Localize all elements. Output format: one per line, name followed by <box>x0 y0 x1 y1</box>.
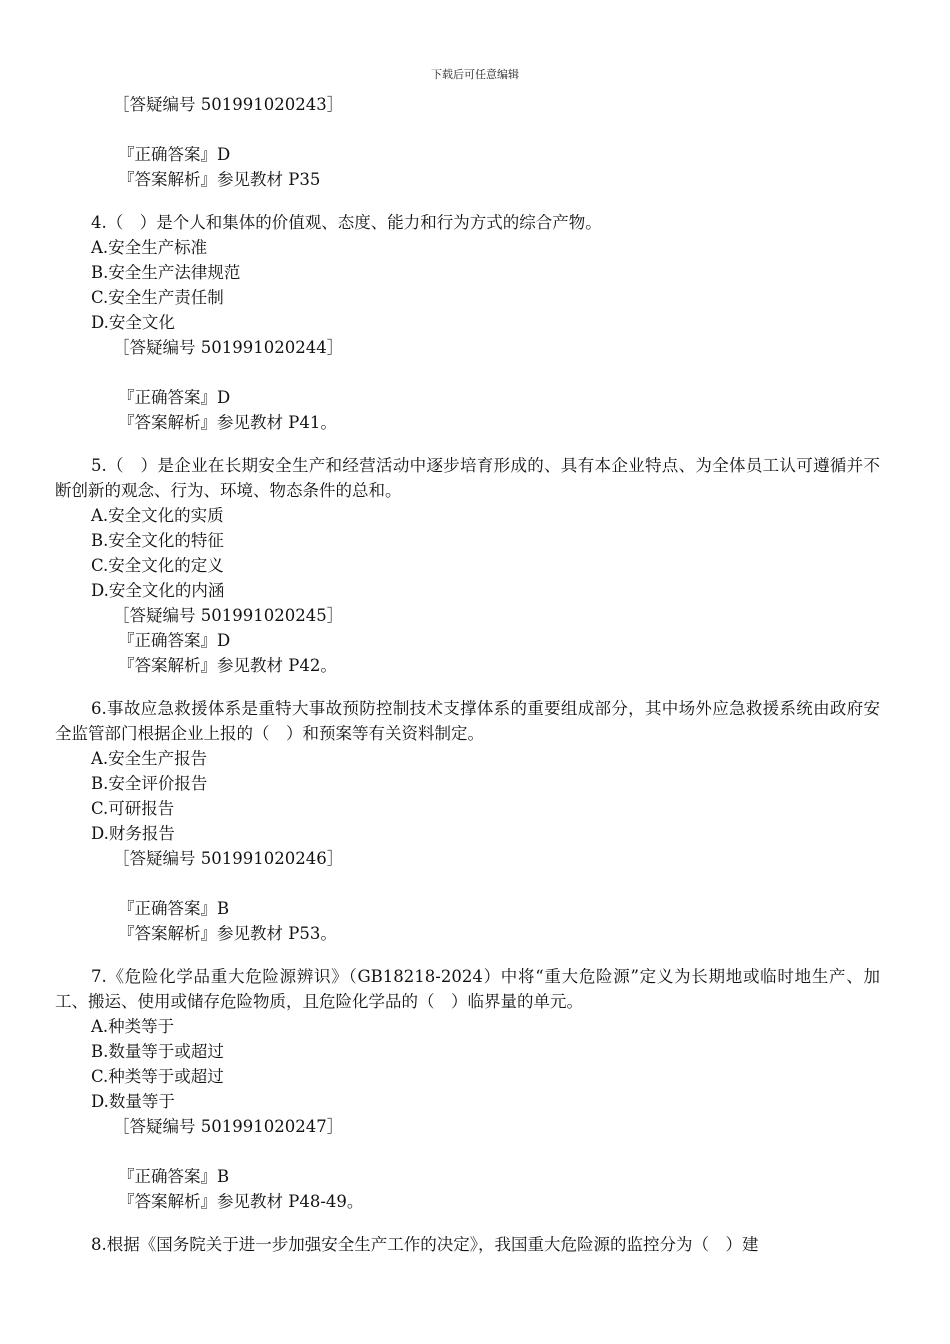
question-id: ［答疑编号 501991020246］ <box>113 849 344 868</box>
question-stem: 4.（ ）是个人和集体的价值观、态度、能力和行为方式的综合产物。 <box>91 213 602 232</box>
option-b: B.数量等于或超过 <box>91 1042 224 1061</box>
option-b: B.安全文化的特征 <box>91 531 224 550</box>
page-header: 下载后可任意编辑 <box>431 68 519 81</box>
question-id: ［答疑编号 501991020245］ <box>113 606 344 625</box>
correct-answer: 『正确答案』B <box>118 899 230 918</box>
answer-analysis: 『答案解析』参见教材 P42。 <box>118 656 337 675</box>
question-stem: 6.事故应急救援体系是重特大事故预防控制技术支撑体系的重要组成部分，其中场外应急救援系统由政府安全监管部门根据企业上报的（ ）和预案等有关资料制定。 <box>55 699 880 743</box>
answer-analysis: 『答案解析』参见教材 P35 <box>118 170 321 189</box>
option-a: A.安全文化的实质 <box>91 506 224 525</box>
document-body <box>55 92 880 1257</box>
answer-analysis: 『答案解析』参见教材 P41。 <box>118 413 337 432</box>
correct-answer: 『正确答案』D <box>118 388 231 407</box>
answer-analysis: 『答案解析』参见教材 P53。 <box>118 924 337 943</box>
option-c: C.可研报告 <box>91 799 175 818</box>
option-d: D.安全文化 <box>91 313 175 332</box>
option-a: A.安全生产报告 <box>91 749 208 768</box>
question-stem: 7.《危险化学品重大危险源辨识》（GB18218-2024）中将“重大危险源”定义为长期地或临时地生产、加工、搬运、使用或储存危险物质，且危险化学品的（ ）临界量的单元。 <box>55 967 880 1011</box>
option-b: B.安全评价报告 <box>91 774 208 793</box>
option-c: C.安全生产责任制 <box>91 288 224 307</box>
question-id: ［答疑编号 501991020243］ <box>113 95 344 114</box>
option-a: A.种类等于 <box>91 1017 175 1036</box>
correct-answer: 『正确答案』D <box>118 145 231 164</box>
option-d: D.安全文化的内涵 <box>91 581 225 600</box>
option-d: D.财务报告 <box>91 824 175 843</box>
answer-analysis: 『答案解析』参见教材 P48-49。 <box>118 1192 364 1211</box>
question-id: ［答疑编号 501991020247］ <box>113 1117 344 1136</box>
option-a: A.安全生产标准 <box>91 238 208 257</box>
question-stem: 5.（ ）是企业在长期安全生产和经营活动中逐步培育形成的、具有本企业特点、为全体员工认可遵循并不断创新的观念、行为、环境、物态条件的总和。 <box>55 456 880 500</box>
question-stem: 8.根据《国务院关于进一步加强安全生产工作的决定》，我国重大危险源的监控分为（ ）建 <box>91 1235 759 1254</box>
correct-answer: 『正确答案』D <box>118 631 231 650</box>
correct-answer: 『正确答案』B <box>118 1167 230 1186</box>
option-c: C.种类等于或超过 <box>91 1067 224 1086</box>
option-c: C.安全文化的定义 <box>91 556 224 575</box>
question-id: ［答疑编号 501991020244］ <box>113 338 344 357</box>
option-d: D.数量等于 <box>91 1092 175 1111</box>
option-b: B.安全生产法律规范 <box>91 263 241 282</box>
